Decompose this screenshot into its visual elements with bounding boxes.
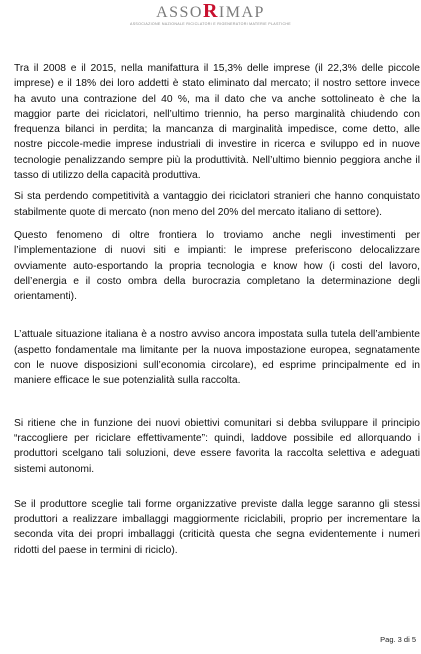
page-number: Pag. 3 di 5 xyxy=(380,635,416,644)
paragraph-2: Si sta perdendo competitività a vantaggio dei riciclatori stranieri che hanno conquistato stabilmente quote di mercato (non meno del 20% del mercato italiano di settore). xyxy=(14,191,420,218)
paragraph-5: Si ritiene che in funzione dei nuovi obiettivi comunitari si debba sviluppare il principio “raccogliere per riciclare effettivamente”: quindi, laddove possibile ed allorquando i produttori scelgano tali soluzioni, deve essere favorita la raccolta selettiva e adeguati sistemi autonomi. xyxy=(14,417,420,475)
page-header xyxy=(0,2,421,26)
logo-r-mark: R xyxy=(202,0,219,22)
document-body xyxy=(14,61,420,558)
logo-suffix: IMAP xyxy=(218,4,265,21)
paragraph-3: Questo fenomeno di oltre frontiera lo troviamo anche negli investimenti per l’implementazione di nuovi siti e impianti: le imprese preferiscono delocalizzare ovviamente auto-esportando la propria tecnologia e know how (i costi del lavoro, dell’energia e il costo ombra della burocrazia completano la determinazione degli orientamenti). xyxy=(14,229,420,303)
logo-prefix: ASSO xyxy=(156,4,203,21)
logo-tagline: ASSOCIAZIONE NAZIONALE RICICLATORI E RIGENERATORI MATERIE PLASTICHE xyxy=(130,22,291,26)
paragraph-4: L’attuale situazione italiana è a nostro avviso ancora impostata sulla tutela dell’ambiente (aspetto fondamentale ma limitante per la nuova impostazione europea, segnatamente con le nuove disposizioni sull’economia circolare), ed esprime principalmente ed in maniere efficace le sue potenzialità sulla raccolta. xyxy=(14,329,420,387)
assorimap-logo xyxy=(0,2,421,22)
paragraph-1: Tra il 2008 e il 2015, nella manifattura il 15,3% delle imprese (il 22,3% delle piccole imprese) e il 18% dei loro addetti è stato eliminato dal mercato; il nostro settore invece ha avuto una contrazione del 40 %, ma il dato che va anche sottolineato è che la maggior parte dei riciclatori, nell’ultimo triennio, ha perso marginalità chiudendo con frequenza bilanci in perdita; la mancanza di marginalità impedisce, come detto, alle nostre piccole-medie imprese industriali di investire in ricerca e sviluppo ed in nuove tecnologie penalizzando sempre più la produttività. Nell’ultimo biennio peggiora anche il tasso di utilizzo della capacità produttiva. xyxy=(14,63,420,182)
paragraph-6: Se il produttore sceglie tali forme organizzative previste dalla legge saranno gli stessi produttori a realizzare imballaggi maggiormente riciclabili, proprio per incrementare la seconda vita dei propri imballaggi (criticità questa che segna evidentemente i numeri ridotti del paese in termini di riciclo). xyxy=(14,498,420,556)
